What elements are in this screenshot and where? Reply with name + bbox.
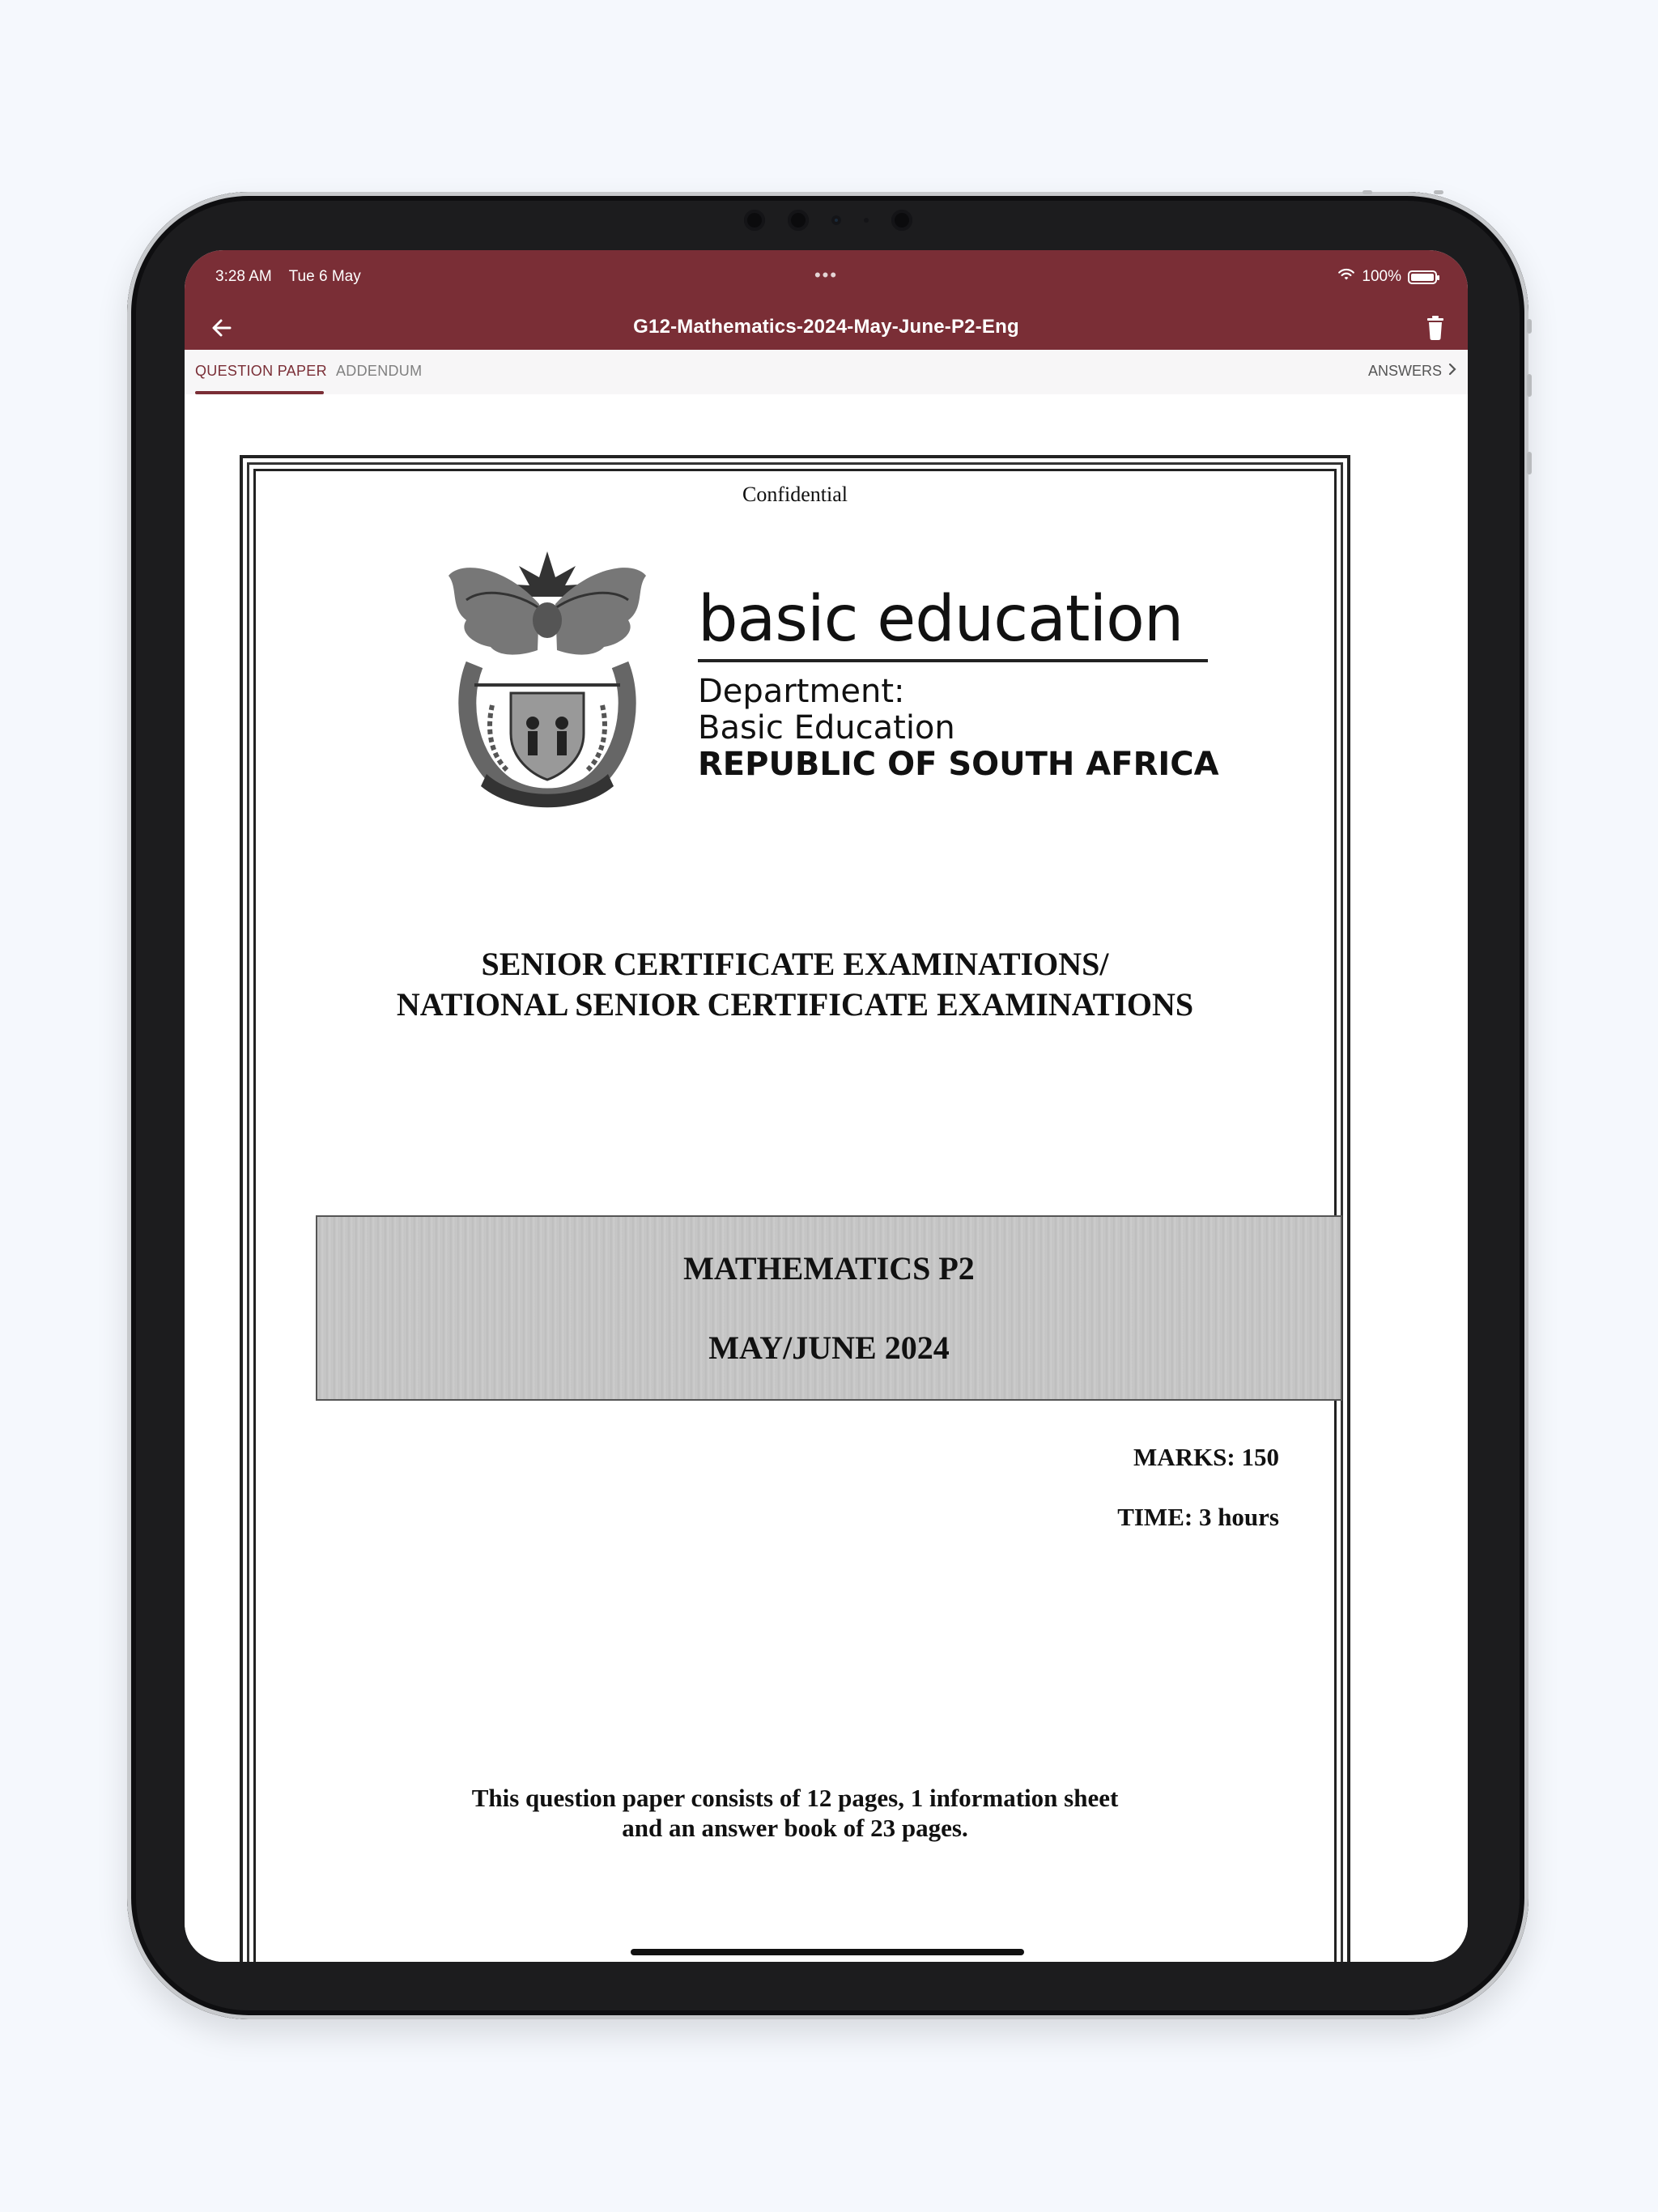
answers-label: ANSWERS <box>1367 363 1442 379</box>
coat-of-arms-logo <box>442 543 653 810</box>
camera-lens <box>891 210 912 231</box>
tab-question-paper[interactable]: QUESTION PAPER <box>195 363 327 379</box>
subject-box <box>316 1215 1342 1401</box>
status-bar <box>185 250 1468 304</box>
status-left <box>215 268 374 286</box>
department-label: Department: <box>698 673 905 710</box>
multitasking-dots[interactable]: ••• <box>814 265 839 285</box>
camera-dot <box>864 218 869 223</box>
exam-title <box>243 944 1347 1024</box>
country-name: REPUBLIC OF SOUTH AFRICA <box>698 745 1219 783</box>
camera-bar <box>127 210 1528 231</box>
volume-button <box>1527 452 1532 474</box>
volume-up-button <box>1527 319 1532 334</box>
chevron-right-icon <box>1448 363 1456 380</box>
marks-label: MARKS: 150 <box>1133 1443 1279 1471</box>
battery-icon <box>1408 270 1437 284</box>
time-label: TIME: 3 hours <box>1117 1503 1279 1531</box>
ipad-screen <box>185 250 1468 1962</box>
wifi-icon <box>1337 268 1355 286</box>
tab-bar <box>185 350 1468 394</box>
volume-button <box>1527 374 1532 397</box>
pdf-viewer[interactable] <box>185 394 1468 1962</box>
subject-title: MATHEMATICS P2 <box>683 1250 975 1287</box>
department-branding <box>698 583 1219 783</box>
exam-title-line1: SENIOR CERTIFICATE EXAMINATIONS/ <box>481 946 1109 982</box>
document-title: G12-Mathematics-2024-May-June-P2-Eng <box>633 315 1019 338</box>
tab-addendum[interactable]: ADDENDUM <box>336 363 423 379</box>
trash-icon[interactable] <box>1419 312 1452 344</box>
status-right <box>1337 268 1437 286</box>
battery-percent: 100% <box>1362 268 1401 285</box>
page-count-note <box>243 1783 1347 1843</box>
exam-session: MAY/JUNE 2024 <box>708 1329 950 1366</box>
confidential-label: Confidential <box>742 483 848 506</box>
page-count-line1: This question paper consists of 12 pages, 1 information sheet <box>471 1784 1119 1812</box>
back-arrow-icon[interactable] <box>206 312 238 344</box>
brand-rule <box>698 659 1208 662</box>
power-button <box>1363 190 1372 194</box>
exam-title-line2: NATIONAL SENIOR CERTIFICATE EXAMINATIONS <box>396 985 1194 1023</box>
page-count-line2: and an answer book of 23 pages. <box>622 1814 968 1843</box>
answers-button[interactable] <box>1368 363 1456 380</box>
camera-lens <box>788 210 809 231</box>
home-indicator[interactable] <box>631 1949 1024 1955</box>
brand-title: basic education <box>698 583 1184 656</box>
power-button <box>1434 190 1443 194</box>
status-time: 3:28 AM <box>215 268 272 285</box>
scanned-page <box>240 455 1350 1962</box>
department-name: Basic Education <box>698 708 955 747</box>
navigation-bar <box>185 304 1468 350</box>
camera-sensor <box>831 215 841 225</box>
status-date: Tue 6 May <box>288 268 361 285</box>
camera-lens <box>744 210 765 231</box>
